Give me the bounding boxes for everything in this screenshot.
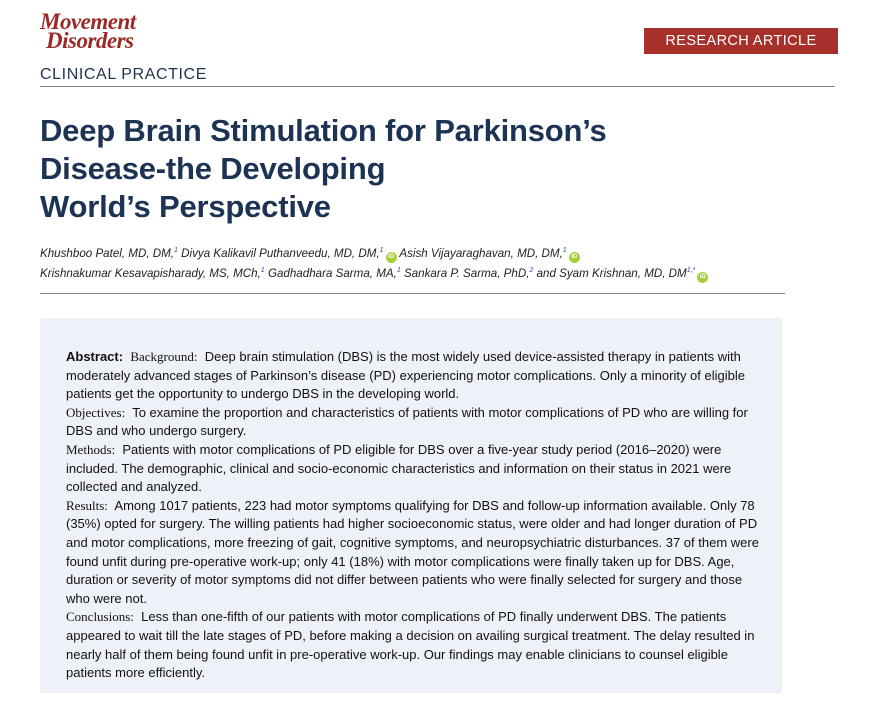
- objectives-text: To examine the proportion and characteristics of patients with motor complications of PD who are willing for DBS and who undergo surgery.: [66, 404, 748, 439]
- abstract-objectives: [66, 404, 764, 441]
- title-line-1: Deep Brain Stimulation for Parkinson’s: [40, 113, 607, 148]
- affiliation-ref[interactable]: 2: [529, 266, 534, 274]
- results-text: Among 1017 patients, 223 had motor symptoms qualifying for DBS and follow-up information available. Only 78 (35%) opted for surgery. The willing patients had higher socioeconomic status, were older and had longer duration of PD and motor complications, more freezing of gait, cognitive symptoms, and neuropsychiatric disturbances. 37 of them were found unfit during pre-operative work-up; only 41 (18%) with motor complications were finally taken up for DBS. Age, duration or severity of motor symptoms did not differ between patients who were finally selected for surgery and those who were not.: [66, 497, 759, 606]
- affiliation-ref[interactable]: 1: [379, 247, 384, 254]
- author-name[interactable]: Divya Kalikavil Puthanveedu, MD, DM,: [181, 246, 380, 260]
- orcid-icon[interactable]: iD: [386, 252, 397, 263]
- author-name[interactable]: Krishnakumar Kesavapisharady, MS, MCh,: [40, 266, 261, 280]
- abstract-methods: [66, 441, 764, 497]
- affiliation-ref[interactable]: 1: [396, 266, 401, 274]
- affiliation-ref[interactable]: 1,*: [686, 266, 696, 274]
- abstract-background: [66, 348, 764, 404]
- author-name[interactable]: Asish Vijayaraghavan, MD, DM,: [399, 246, 563, 260]
- orcid-icon[interactable]: iD: [697, 272, 708, 283]
- title-line-3: World’s Perspective: [40, 189, 331, 224]
- results-label: Results:: [66, 497, 108, 513]
- abstract-box: [40, 318, 782, 693]
- orcid-icon[interactable]: iD: [569, 252, 580, 263]
- abstract-results: [66, 497, 764, 609]
- methods-text: Patients with motor complications of PD eligible for DBS over a five-year study period (2016–2020) were included. The demographic, clinical and socio-economic characteristics and information on their status in 2021 were collected and analyzed.: [66, 441, 732, 495]
- section-label: CLINICAL PRACTICE: [40, 66, 207, 83]
- author-name[interactable]: Syam Krishnan, MD, DM: [559, 266, 687, 280]
- abstract-heading: Abstract:: [66, 349, 124, 364]
- article-type-badge: RESEARCH ARTICLE: [644, 28, 838, 54]
- conclusions-text: Less than one-fifth of our patients with motor complications of PD finally underwent DBS. The patients appeared to wait till the late stages of PD, before making a decision on availing surgical treatment. The delay resulted in nearly half of them being found unfit in pre-operative work-up. Our findings may enable clinicians to counsel eligible patients more efficiently.: [66, 609, 755, 681]
- author-divider: [40, 293, 785, 294]
- author-list: [40, 243, 820, 283]
- author-name[interactable]: Sankara P. Sarma, PhD,: [403, 266, 530, 280]
- affiliation-ref[interactable]: 1: [562, 247, 567, 254]
- conclusions-label: Conclusions:: [66, 609, 134, 625]
- journal-logo: [40, 9, 136, 53]
- abstract-conclusions: [66, 608, 764, 682]
- article-title: [40, 112, 800, 226]
- logo-line-2: Disorders: [46, 28, 134, 53]
- logo-line-1: Movement: [40, 9, 136, 34]
- author-name[interactable]: Gadhadhara Sarma, MA,: [267, 266, 397, 280]
- author-conjunction: and: [536, 266, 556, 280]
- background-text: Deep brain stimulation (DBS) is the most widely used device-assisted therapy in patients with moderately advanced stages of Parkinson’s disease (PD) experiencing motor complications. Only a minority of eligible patients get the opportunity to undergo DBS in the developing world.: [66, 349, 745, 402]
- title-line-2: Disease-the Developing: [40, 151, 386, 186]
- affiliation-ref[interactable]: 1: [174, 247, 178, 254]
- author-line-1: [40, 243, 820, 263]
- objectives-label: Objectives:: [66, 404, 126, 420]
- author-line-2: [40, 263, 820, 283]
- methods-label: Methods:: [66, 441, 116, 457]
- background-label: Background:: [130, 349, 198, 364]
- header-divider: [40, 86, 835, 87]
- affiliation-ref[interactable]: 1: [260, 266, 265, 274]
- author-name[interactable]: Khushboo Patel, MD, DM,: [40, 246, 175, 260]
